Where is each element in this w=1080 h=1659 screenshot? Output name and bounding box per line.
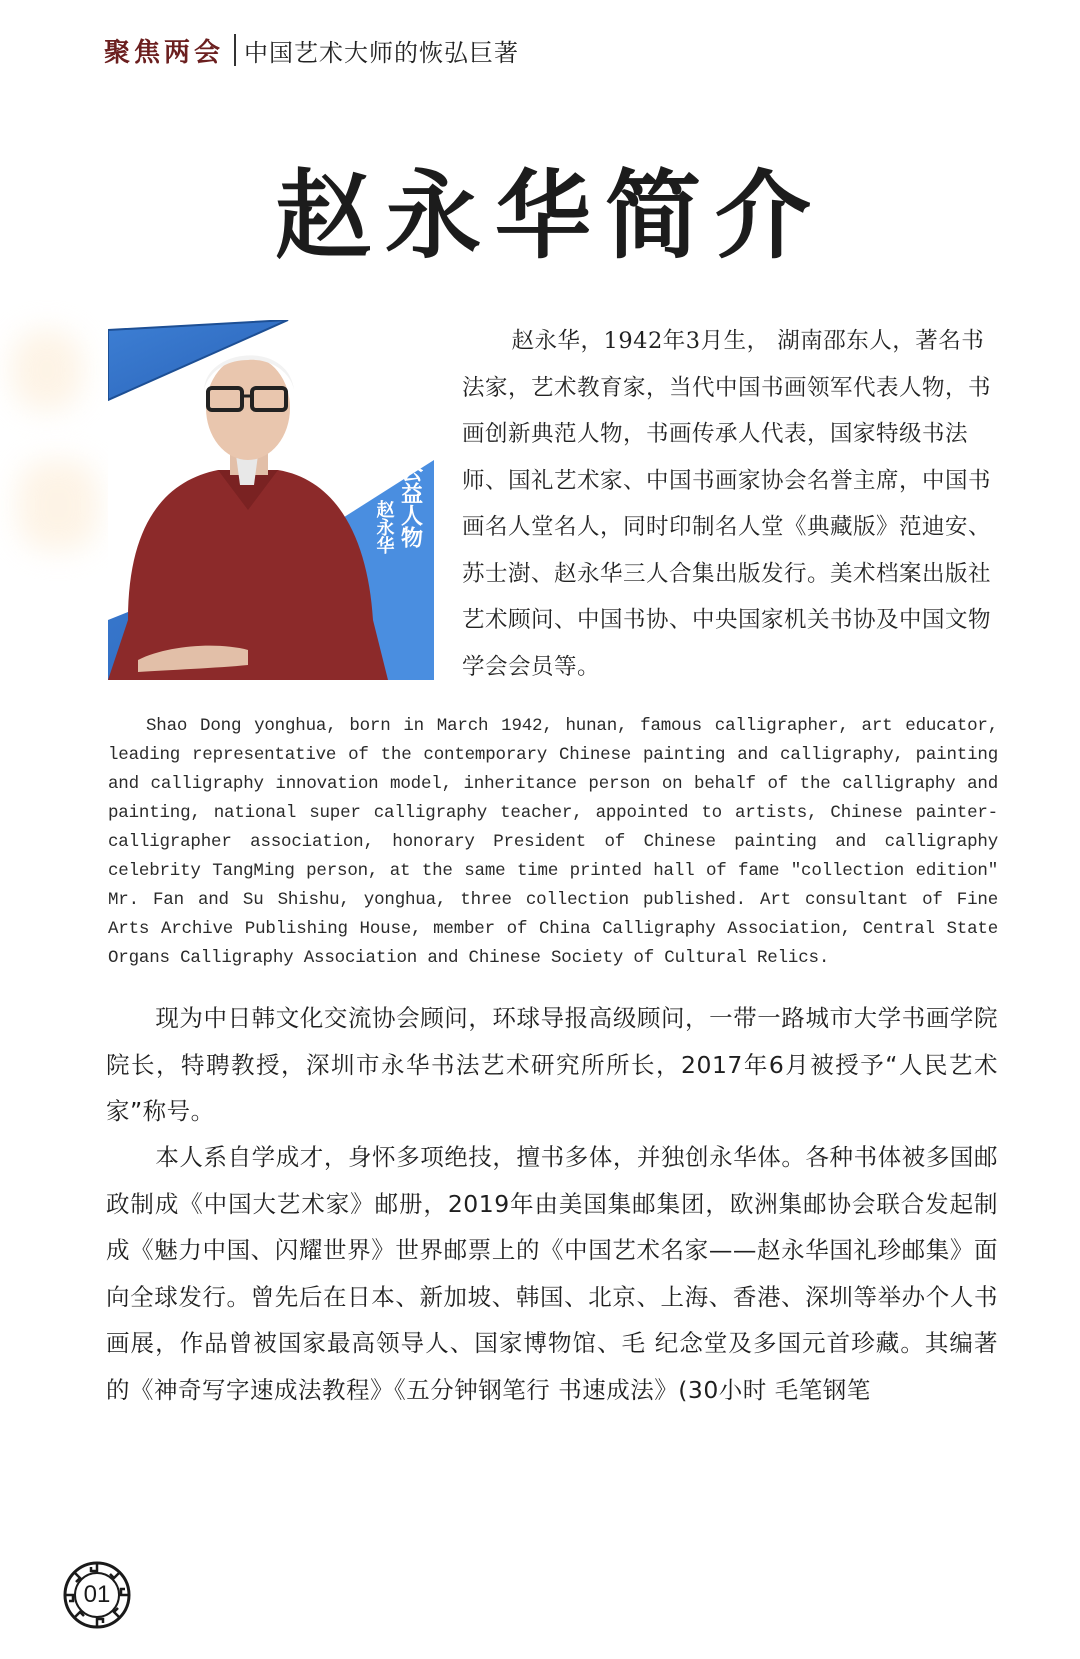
page-number: 01	[83, 1581, 111, 1608]
english-intro-paragraph: Shao Dong yonghua, born in March 1942, hunan, famous calligrapher, art educator, leading representative of the contemporary Chinese painting and calligraphy, painting and calligraphy innovation model, inheritance person on behalf of the calligraphy and painting, national super calligraphy teacher, appointed to artists, Chinese painter-calligrapher association, honorary President of Chinese painting and calligraphy celebrity TangMing person, at the same time printed hall of fame "collection edition" Mr. Fan and Su Shishu, yonghua, three collection published. Art consultant of Fine Arts Archive Publishing House, member of China Calligraphy Association, Central State Organs Calligraphy Association and Chinese Society of Cultural Relics.	[108, 716, 998, 968]
body-paragraph-positions: 现为中日韩文化交流协会顾问，环球导报高级顾问，一带一路城市大学书画学院院长，特聘教授，深圳市永华书法艺术研究所所长，2017年6月被授予“人民艺术家”称号。	[106, 1004, 998, 1125]
header-divider	[234, 34, 236, 66]
page-title: 赵永华简介	[275, 159, 825, 272]
banner-text: 公益人物	[397, 460, 423, 548]
portrait-image	[108, 320, 434, 680]
brand-logo-text: 聚焦两会	[104, 37, 225, 68]
portrait-name-text: 赵永华	[373, 500, 395, 554]
body-paragraph-achievements: 本人系自学成才，身怀多项绝技，擅书多体，并独创永华体。各种书体被多国邮政制成《中国大艺术家》邮册，2019年由美国集邮集团，欧洲集邮协会联合发起制成《魅力中国、闪耀世界》世界邮票上的《中国艺术名家——赵永华国礼珍邮集》面向全球发行。曾先后在日本、新加坡、韩国、北京、上海、香港、深圳等举办个人书画展，作品曾被国家最高领导人、国家博物馆、毛 纪念堂及多国元首珍藏。其编著的《神奇写字速成法教程》《五分钟钢笔行 书速成法》(30小时 毛笔钢笔	[106, 1143, 998, 1404]
page-number-badge	[62, 1560, 132, 1630]
header-subtitle: 中国艺术大师的恢弘巨著	[244, 38, 520, 67]
page-header	[104, 30, 519, 70]
decorative-smudge	[12, 330, 82, 410]
decorative-smudge	[18, 460, 98, 550]
chinese-intro-paragraph: 赵永华，1942年3月生， 湖南邵东人，著名书法家，艺术教育家，当代中国书画领军代表人物，书画创新典范人物，书画传承人代表，国家特级书法师、国礼艺术家、中国书画家协会名誉主席，中国书画名人堂名人，同时印制名人堂《典藏版》范迪安、苏士澍、赵永华三人合集出版发行。美术档案出版社艺术顾问、中国书协、中央国家机关书协及中国文物学会会员等。	[462, 328, 992, 680]
